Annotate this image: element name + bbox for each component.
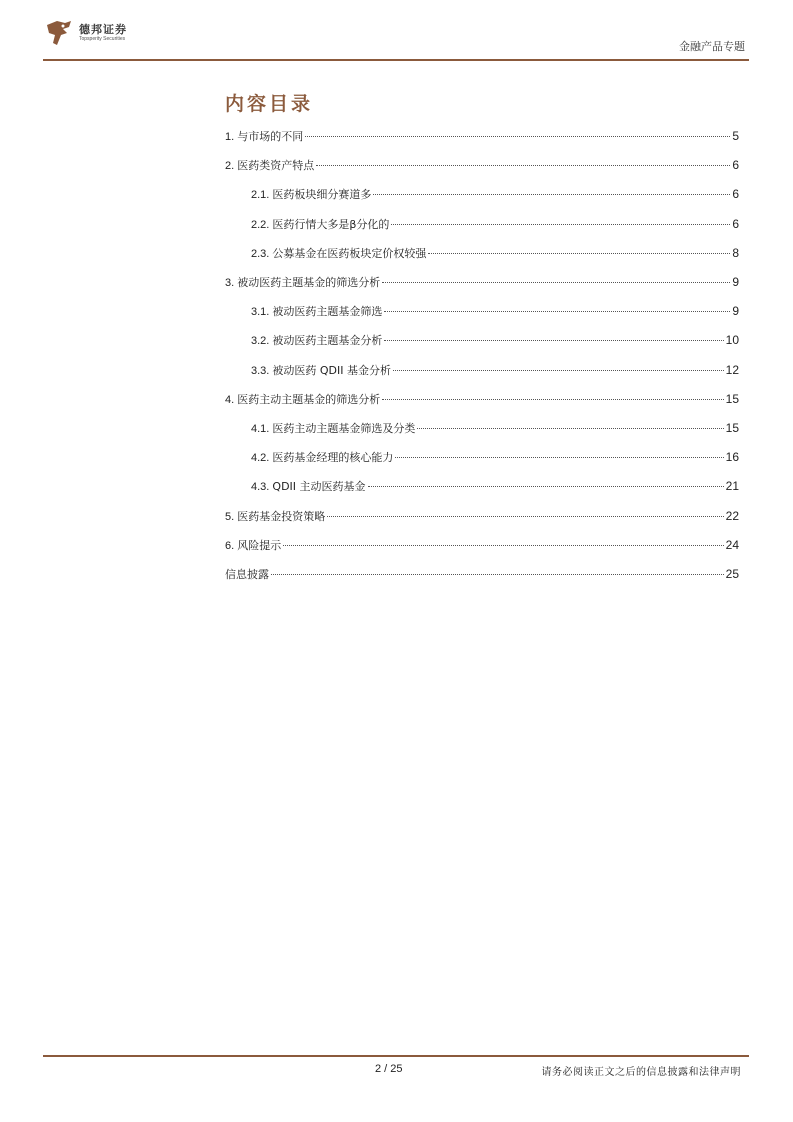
toc-entry-number: 3.2. [251,335,273,348]
footer-divider [43,1055,749,1057]
toc-entry[interactable] [251,216,739,232]
toc-dot-leader [384,340,723,341]
toc-entry-title: 医药板块细分赛道多 [272,188,372,202]
toc-dot-leader [382,399,723,400]
toc-entry-title: 医药主动主题基金的筛选分析 [237,392,381,406]
toc-entry-page-number: 25 [725,567,739,581]
toc-entry-number: 6. [225,539,238,552]
toc-entry-page-number: 15 [725,421,739,435]
toc-entry-number: 3.3. [251,364,273,377]
toc-heading: 内容目录 [225,93,314,115]
toc-entry[interactable] [225,391,739,407]
toc-entry[interactable] [225,157,739,173]
logo-english-name: Topsperity Securities [79,36,126,42]
page-indicator: 2 / 25 [375,1063,403,1075]
logo-chinese-name: 德邦证券 [79,23,127,36]
toc-entry-number: 4.3. [251,481,273,494]
toc-entry[interactable] [225,537,739,553]
toc-entry-title: 信息披露 [225,568,269,581]
toc-entry[interactable] [251,362,739,378]
toc-entry[interactable] [251,478,739,494]
toc-dot-leader [417,428,723,429]
toc-entry-title: 医药主动主题基金筛选及分类 [272,422,416,435]
toc-dot-leader [283,545,723,546]
report-type-label: 金融产品专题 [679,40,745,53]
toc-dot-leader [373,194,730,195]
toc-entry-title: 医药基金投资策略 [237,509,326,523]
toc-entry-page-number: 9 [732,304,739,319]
toc-dot-leader [428,253,730,254]
toc-entry-title: 被动医药主题基金分析 [272,334,383,348]
toc-entry-title: 医药类资产特点 [237,159,315,173]
toc-entry-number: 4.1. [251,423,273,435]
logo-emblem-icon [43,17,75,49]
toc-entry-number: 5. [225,510,238,523]
toc-entry-number: 2. [225,160,238,173]
toc-entry-page-number: 9 [732,275,739,289]
toc-entry[interactable] [251,420,739,436]
toc-entry-page-number: 5 [732,129,739,143]
toc-entry[interactable] [225,508,739,524]
toc-entry-page-number: 6 [732,187,739,202]
toc-entry-title: 与市场的不同 [237,130,304,143]
toc-entry-title: 风险提示 [237,538,282,552]
toc-entry-page-number: 6 [732,216,739,231]
toc-entry-page-number: 10 [725,333,739,348]
toc-dot-leader [393,370,724,371]
toc-entry-number: 3.1. [251,306,273,319]
toc-entry[interactable] [251,245,739,261]
toc-dot-leader [391,224,730,225]
toc-entry[interactable] [225,274,739,290]
toc-entry-page-number: 15 [725,391,739,406]
toc-entry-page-number: 24 [725,537,739,552]
toc-entry-number: 4.2. [251,452,273,465]
toc-entry-page-number: 6 [732,158,739,173]
toc-entry-page-number: 22 [725,508,739,523]
toc-entry-page-number: 21 [725,479,739,494]
toc-entry-title: QDII 主动医药基金 [272,480,366,494]
toc-entry[interactable] [225,128,739,144]
toc-entry-number: 2.1. [251,189,273,202]
toc-entry-number: 2.3. [251,247,273,260]
header-divider [43,59,749,61]
toc-dot-leader [384,311,730,312]
toc-entry-page-number: 16 [725,450,739,465]
toc-entry-page-number: 12 [725,362,739,377]
toc-entry[interactable] [251,303,739,319]
toc-entry-number: 3. [225,277,238,289]
toc-dot-leader [271,574,724,575]
toc-entry-title: 被动医药 QDII 基金分析 [272,363,392,377]
toc-entry-title: 公募基金在医药板块定价权较强 [272,246,427,260]
toc-entry-number: 4. [225,393,238,406]
toc-entry-number: 1. [225,131,238,143]
toc-entry-title: 医药基金经理的核心能力 [272,451,394,465]
toc-dot-leader [382,282,730,283]
toc-dot-leader [327,516,723,517]
toc-entry[interactable] [251,186,739,202]
footer-disclaimer: 请务必阅读正文之后的信息披露和法律声明 [541,1067,741,1078]
toc-dot-leader [305,136,730,137]
toc-entry-title: 被动医药主题基金的筛选分析 [237,276,381,289]
toc-entry-title: 医药行情大多是β分化的 [272,217,390,231]
company-logo [43,17,127,49]
toc-entry-title: 被动医药主题基金筛选 [272,305,383,319]
toc-dot-leader [316,165,730,166]
toc-entry-page-number: 8 [732,245,739,260]
toc-entry[interactable] [251,332,739,348]
toc-entry[interactable] [225,566,739,582]
toc-dot-leader [368,486,724,487]
toc-entry-number: 2.2. [251,218,273,231]
toc-dot-leader [395,457,723,458]
toc-entry[interactable] [251,449,739,465]
